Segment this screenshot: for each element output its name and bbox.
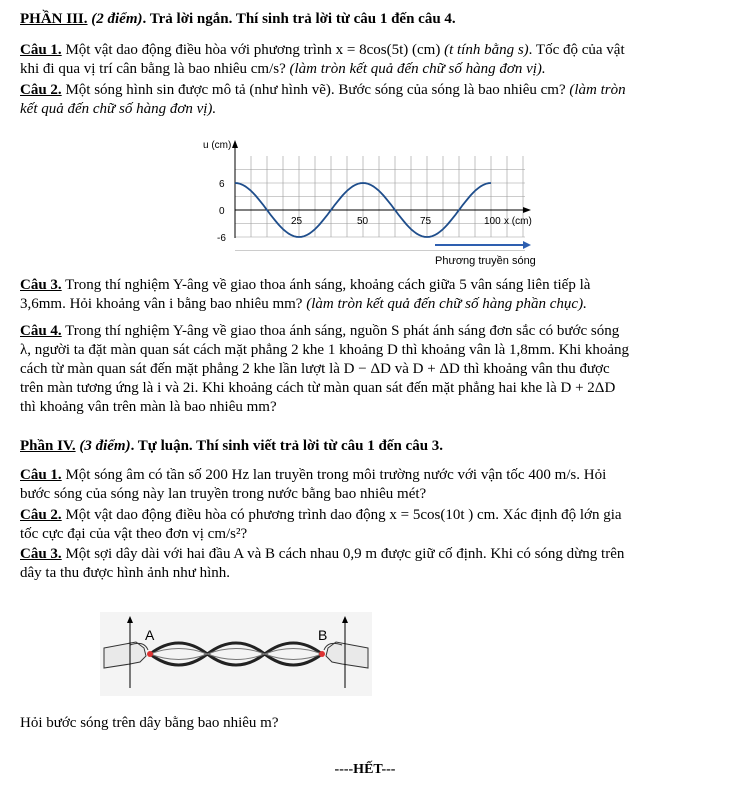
question-text: Hỏi bước sóng trên dây bằng bao nhiêu m? (20, 715, 279, 731)
question-text: trên màn tương ứng là i và 2i. Khi khoảng cách từ màn quan sát đến mặt phẳng hai khe là D + 2ΔD (20, 380, 616, 396)
y-axis-arrow (232, 140, 238, 148)
question-note: (làm tròn (569, 82, 626, 98)
question-text: Một sợi dây dài với hai đầu A và B cách nhau 0,9 m được giữ cố định. Khi có sóng dừng trên (61, 546, 625, 562)
y-tick-label: 0 (219, 206, 225, 217)
question-text: Trong thí nghiệm Y-âng về giao thoa ánh sáng, khoảng cách giữa 5 vân sáng liên tiếp là (61, 277, 591, 293)
question-text: Trong thí nghiệm Y-âng về giao thoa ánh sáng, nguồn S phát ánh sáng đơn sắc có bước sóng (61, 323, 620, 339)
question-label: Câu 3. (20, 546, 62, 562)
question-text: 3,6mm. Hỏi khoảng vân i bằng bao nhiêu mm? (20, 296, 307, 312)
label-a: A (145, 627, 155, 643)
question-label: Câu 4. (20, 323, 62, 339)
question-text: bước sóng của sóng này lan truyền trong nước bằng bao nhiêu mét? (20, 486, 427, 502)
end-marker: ----HẾT--- (334, 762, 396, 777)
endpoint-a (147, 651, 153, 657)
x-tick-label: 75 (420, 216, 432, 227)
y-tick-label: -6 (217, 233, 226, 244)
part3-question-1 (20, 41, 722, 79)
standing-wave-figure (100, 612, 372, 696)
question-label: Câu 3. (20, 277, 62, 293)
exam-page (20, 10, 722, 119)
y-axis-label: u (cm) (203, 140, 232, 151)
question-text: Một sóng âm có tần số 200 Hz lan truyền trong môi trường nước với vận tốc 400 m/s. Hỏi (61, 467, 607, 483)
question-text: Một sóng hình sin được mô tả (như hình vẽ). Bước sóng của sóng là bao nhiêu cm? (61, 82, 570, 98)
question-note: kết quả đến chữ số hàng đơn vị). (20, 101, 217, 117)
x-tick-label: 100 (484, 216, 501, 227)
direction-arrowhead (523, 241, 531, 249)
part3-question-2 (20, 81, 722, 119)
part4-question-2 (20, 506, 722, 544)
direction-label: Phương truyền sóng (435, 255, 536, 267)
part3-title: PHẦN III. (20, 11, 88, 27)
question-note: (t tính bằng s) (444, 42, 529, 58)
part4-points: (3 điểm) (79, 438, 131, 454)
label-b: B (318, 627, 328, 643)
question-text: Một vật dao động điều hòa với phương trình x = 8cos(5t) (cm) (61, 42, 445, 58)
question-label: Câu 2. (20, 507, 62, 523)
part4-question-3-ask (20, 714, 722, 733)
question-note: (làm tròn kết quả đến chữ số hàng đơn vị). (289, 61, 546, 77)
part3-heading-text: . Trả lời ngắn. Thí sinh trả lời từ câu 1 đến câu 4. (142, 11, 456, 27)
question-text: . Tốc độ của vật (528, 42, 625, 58)
question-label: Câu 2. (20, 82, 62, 98)
x-axis-arrow (523, 207, 531, 213)
part3-heading (20, 10, 722, 29)
wave-graph (195, 138, 545, 270)
part3-question-4 (20, 322, 722, 417)
question-text: dây ta thu được hình ảnh như hình. (20, 565, 230, 581)
question-text: khi đi qua vị trí cân bằng là bao nhiêu cm/s? (20, 61, 290, 77)
wave-grid (235, 156, 525, 251)
y-tick-label: 6 (219, 179, 225, 190)
part4-question-3 (20, 545, 722, 583)
question-text: λ, người ta đặt màn quan sát cách mặt phẳng 2 khe 1 khoảng D thì khoảng vân là 1,8mm. Khi khoảng (20, 342, 630, 358)
part4-heading-text: . Tự luận. Thí sinh viết trả lời từ câu 1 đến câu 3. (130, 438, 444, 454)
endpoint-b (319, 651, 325, 657)
question-label: Câu 1. (20, 467, 62, 483)
question-text: cách từ màn quan sát đến mặt phẳng 2 khe lần lượt là D − ΔD và D + ΔD thì khoảng vân thu được (20, 361, 610, 377)
part4-question-1 (20, 466, 722, 504)
x-tick-label: 25 (291, 216, 303, 227)
part3-points: (2 điểm) (91, 11, 143, 27)
question-text: thì khoảng vân trên màn là bao nhiêu mm? (20, 399, 277, 415)
question-label: Câu 1. (20, 42, 62, 58)
question-text: tốc cực đại của vật theo đơn vị cm/s²? (20, 526, 248, 542)
question-note: (làm tròn kết quả đến chữ số hàng phần chục). (306, 296, 587, 312)
part3-question-3 (20, 276, 722, 314)
x-axis-label: x (cm) (504, 216, 532, 227)
x-tick-label: 50 (357, 216, 369, 227)
part4-title: Phần IV. (20, 438, 76, 454)
part4-heading (20, 437, 722, 456)
question-text: Một vật dao động điều hòa có phương trình dao động x = 5cos(10t ) cm. Xác định độ lớn gia (61, 507, 622, 523)
